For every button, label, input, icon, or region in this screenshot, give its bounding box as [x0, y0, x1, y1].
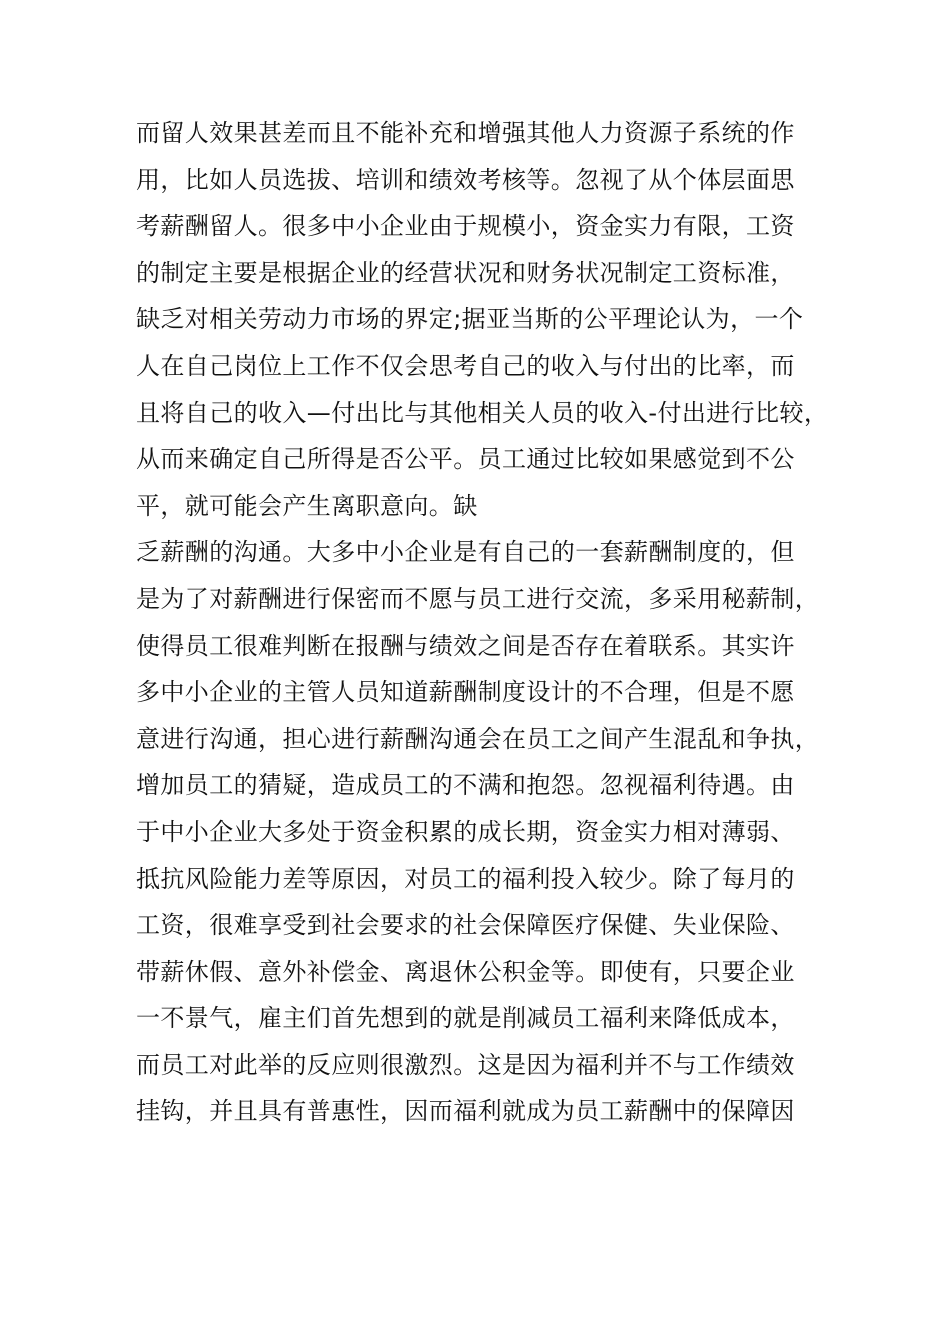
text-line: 乏薪酬的沟通。大多中小企业是有自己的一套薪酬制度的，但 — [136, 538, 795, 567]
text-line: 是为了对薪酬进行保密而不愿与员工进行交流，多采用秘薪制， — [136, 584, 820, 613]
text-line: 考薪酬留人。很多中小企业由于规模小，资金实力有限，工资 — [136, 212, 795, 241]
text-line: 工资，很难享受到社会要求的社会保障医疗保健、失业保险、 — [136, 911, 795, 940]
text-line: 而员工对此举的反应则很激烈。这是因为福利并不与工作绩效 — [136, 1050, 795, 1079]
text-line: 挂钩，并且具有普惠性，因而福利就成为员工薪酬中的保障因 — [136, 1097, 795, 1126]
text-line: 带薪休假、意外补偿金、离退休公积金等。即使有，只要企业 — [136, 957, 795, 986]
text-line: 增加员工的猜疑，造成员工的不满和抱怨。忽视福利待遇。由 — [136, 771, 795, 800]
text-line: 从而来确定自己所得是否公平。员工通过比较如果感觉到不公 — [136, 445, 795, 474]
text-line: 意进行沟通，担心进行薪酬沟通会在员工之间产生混乱和争执， — [136, 724, 820, 753]
text-line: 缺乏对相关劳动力市场的界定;据亚当斯的公平理论认为，一个 — [136, 305, 804, 334]
text-line: 使得员工很难判断在报酬与绩效之间是否存在着联系。其实许 — [136, 631, 795, 660]
text-line: 平，就可能会产生离职意向。缺 — [136, 491, 478, 520]
text-line: 而留人效果甚差而且不能补充和增强其他人力资源子系统的作 — [136, 119, 795, 147]
text-line: 于中小企业大多处于资金积累的成长期，资金实力相对薄弱、 — [136, 817, 795, 846]
text-line: 多中小企业的主管人员知道薪酬制度设计的不合理，但是不愿 — [136, 678, 795, 707]
text-line: 用，比如人员选拔、培训和绩效考核等。忽视了从个体层面思 — [136, 165, 795, 194]
text-line: 一不景气，雇主们首先想到的就是削减员工福利来降低成本， — [136, 1004, 795, 1033]
body-text — [136, 110, 836, 1135]
text-line: 人在自己岗位上工作不仅会思考自己的收入与付出的比率，而 — [136, 351, 795, 380]
text-line: 的制定主要是根据企业的经营状况和财务状况制定工资标准， — [136, 258, 795, 287]
text-line: 抵抗风险能力差等原因，对员工的福利投入较少。除了每月的 — [136, 864, 795, 893]
text-line: 且将自己的收入—付出比与其他相关人员的收入-付出进行比较， — [136, 398, 829, 427]
